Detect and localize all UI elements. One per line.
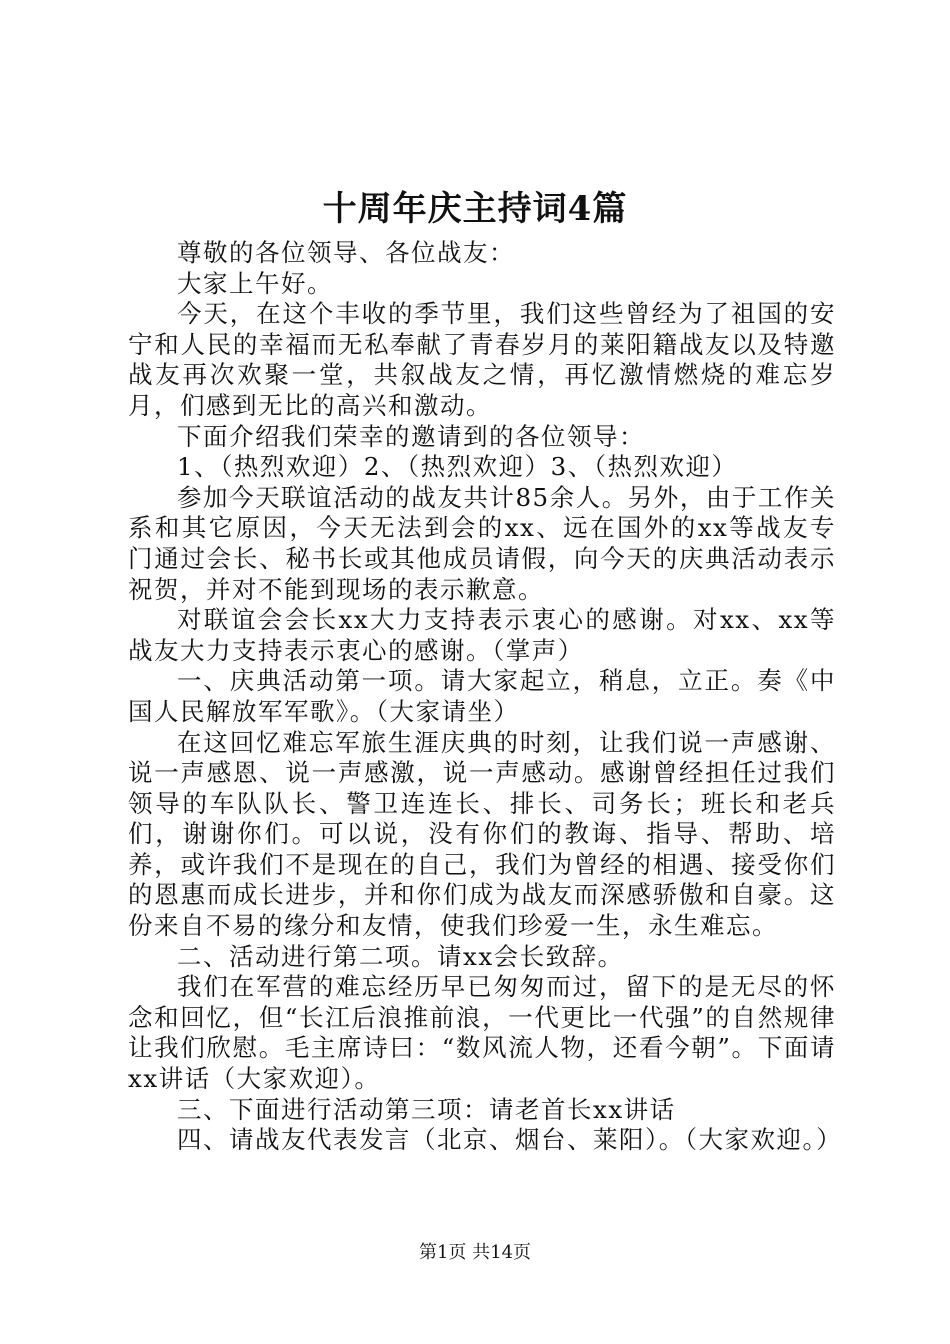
paragraph-good-morning: 大家上午好。 [177,268,333,298]
paragraph-item-three: 三、下面进行活动第三项：请老首长xx讲话 [177,1094,676,1124]
document-body [128,238,843,1156]
paragraph-gratitude: 在这回忆难忘军旅生涯庆典的时刻，让我们说一声感谢、说一声感恩、说一声感激，说一声感动。感谢曾经担任过我们领导的车队队长、警卫连连长、排长、司务长；班长和老兵们，谢谢你们。可以说，没有你们的教诲、指导、帮助、培养，或许我们不是现在的自己，我们为曾经的相遇、接受你们的恩惠而成长进步，并和你们成为战友而深感骄傲和自豪。这份来自不易的缘分和友情，使我们珍爱一生，永生难忘。 [128,727,836,941]
paragraph-introduce-leaders: 下面介绍我们荣幸的邀请到的各位领导： [177,421,645,451]
paragraph-attendance: 参加今天联谊活动的战友共计85余人。另外，由于工作关系和其它原因，今天无法到会的xx、远在国外的xx等战友专门通过会长、秘书长或其他成员请假，向今天的庆典活动表示祝贺，并对不能到现场的表示歉意。 [128,482,836,604]
paragraph-leader-list: 1、（热烈欢迎）2、（热烈欢迎）3、（热烈欢迎） [177,452,738,482]
paragraph-thanks: 对联谊会会长xx大力支持表示衷心的感谢。对xx、xx等战友大力支持表示衷心的感谢。（掌声） [128,605,836,665]
paragraph-item-one: 一、庆典活动第一项。请大家起立，稍息，立正。奏《中国人民解放军军歌》。（大家请坐） [128,666,836,726]
paragraph-opening: 今天，在这个丰收的季节里，我们这些曾经为了祖国的安宁和人民的幸福而无私奉献了青春岁月的莱阳籍战友以及特邀战友再次欢聚一堂，共叙战友之情，再忆激情燃烧的难忘岁月，们感到无比的高兴和激动。 [128,299,836,420]
paragraph-item-four: 四、请战友代表发言（北京、烟台、莱阳）。（大家欢迎。） [177,1125,843,1155]
paragraph-item-two: 二、活动进行第二项。请xx会长致辞。 [177,941,624,971]
page-number: 第1页 共14页 [418,1242,532,1263]
paragraph-memories: 我们在军营的难忘经历早已匆匆而过，留下的是无尽的怀念和回忆，但“长江后浪推前浪，一代更比一代强”的自然规律让我们欣慰。毛主席诗曰：“数风流人物，还看今朝”。下面请xx讲话（大家欢迎）。 [128,972,836,1094]
paragraph-greeting: 尊敬的各位领导、各位战友： [177,238,515,267]
document-title: 十周年庆主持词4篇 [322,189,628,229]
